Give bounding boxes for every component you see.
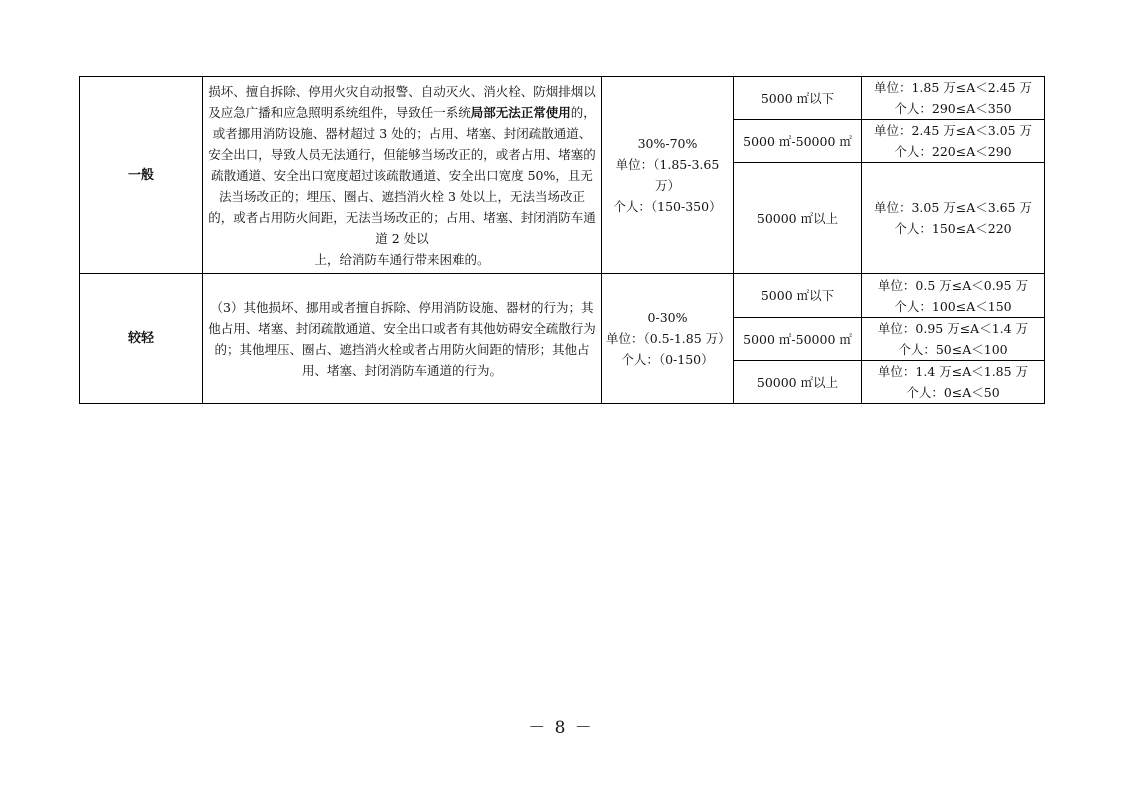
description-text: 的，或者挪用消防设施、器材超过 3 处的；占用、堵塞、封闭疏散通道、安全出口，导致人员无法通行，但能够当场改正的，或者占用、堵塞的疏散通道、安全出口宽度超过该疏散通道、安全出口宽度 50%，且无法当场改正的；埋压、圈占、遮挡消火栓 3 处以上，无法当场改正的，或者占用防火间距，无法当场改正的；占用、堵塞、封闭消防车通道 2 处以	[208, 104, 596, 246]
fine-range	[862, 318, 1045, 361]
severity-level: 较轻	[80, 274, 203, 404]
fine-range	[862, 77, 1045, 120]
fine-range	[862, 163, 1045, 274]
ratio-unit: 单位：（0.5-1.85 万）	[606, 331, 731, 346]
area-tier: 5000 ㎡-50000 ㎡	[734, 120, 862, 163]
ratio-range: 30%-70%	[637, 136, 698, 151]
fine-range	[862, 361, 1045, 404]
area-tier: 5000 ㎡以下	[734, 77, 862, 120]
ratio-person: 个人：（150-350）	[613, 199, 722, 214]
person-fine: 个人：220≤A＜290	[894, 144, 1012, 159]
person-fine: 个人：0≤A＜50	[906, 385, 1000, 400]
unit-fine: 单位：2.45 万≤A＜3.05 万	[873, 123, 1033, 138]
area-tier: 5000 ㎡以下	[734, 274, 862, 318]
person-fine: 个人：50≤A＜100	[898, 342, 1008, 357]
unit-fine: 单位：0.5 万≤A＜0.95 万	[877, 277, 1029, 293]
description-text: 损坏、擅自拆除、停用火灾自动报警、自动灭火、消火栓、防烟排烟以及应急广播和应急照明系统组件，导致任一系统	[208, 83, 596, 120]
fine-ratio	[602, 77, 734, 274]
ratio-range: 0-30%	[647, 310, 688, 325]
ratio-person: 个人：（0-150）	[621, 352, 714, 367]
violation-description: （3）其他损坏、挪用或者擅自拆除、停用消防设施、器材的行为；其他占用、堵塞、封闭疏散通道、安全出口或者有其他妨碍安全疏散行为的；其他埋压、圈占、遮挡消火栓或者占用防火间距的情形；其他占用、堵塞、封闭消防车通道的行为。	[203, 274, 602, 404]
area-tier: 50000 ㎡以上	[734, 361, 862, 404]
person-fine: 个人：100≤A＜150	[894, 298, 1012, 314]
area-tier: 50000 ㎡以上	[734, 163, 862, 274]
unit-fine: 单位：3.05 万≤A＜3.65 万	[873, 200, 1033, 215]
person-fine: 个人：290≤A＜350	[894, 101, 1012, 116]
unit-fine: 单位：1.85 万≤A＜2.45 万	[873, 80, 1033, 95]
ratio-unit-suffix: 万）	[654, 178, 680, 193]
severity-level: 一般	[80, 77, 203, 274]
unit-fine: 单位：0.95 万≤A＜1.4 万	[877, 321, 1029, 336]
fine-range	[862, 120, 1045, 163]
page-number: － 8 －	[528, 718, 594, 738]
fine-ratio	[602, 274, 734, 404]
area-tier: 5000 ㎡-50000 ㎡	[734, 318, 862, 361]
unit-fine: 单位：1.4 万≤A＜1.85 万	[877, 364, 1029, 379]
table-row	[80, 77, 1045, 120]
fine-range	[862, 274, 1045, 318]
ratio-unit: 单位：（1.85-3.65	[615, 157, 720, 172]
description-last-line: 上，给消防车通行带来困难的。	[314, 251, 490, 267]
violation-description	[203, 77, 602, 274]
table-row	[80, 274, 1045, 318]
person-fine: 个人：150≤A＜220	[894, 221, 1012, 236]
penalty-table	[79, 76, 1045, 404]
description-bold-text: 局部无法正常使用	[470, 104, 571, 120]
